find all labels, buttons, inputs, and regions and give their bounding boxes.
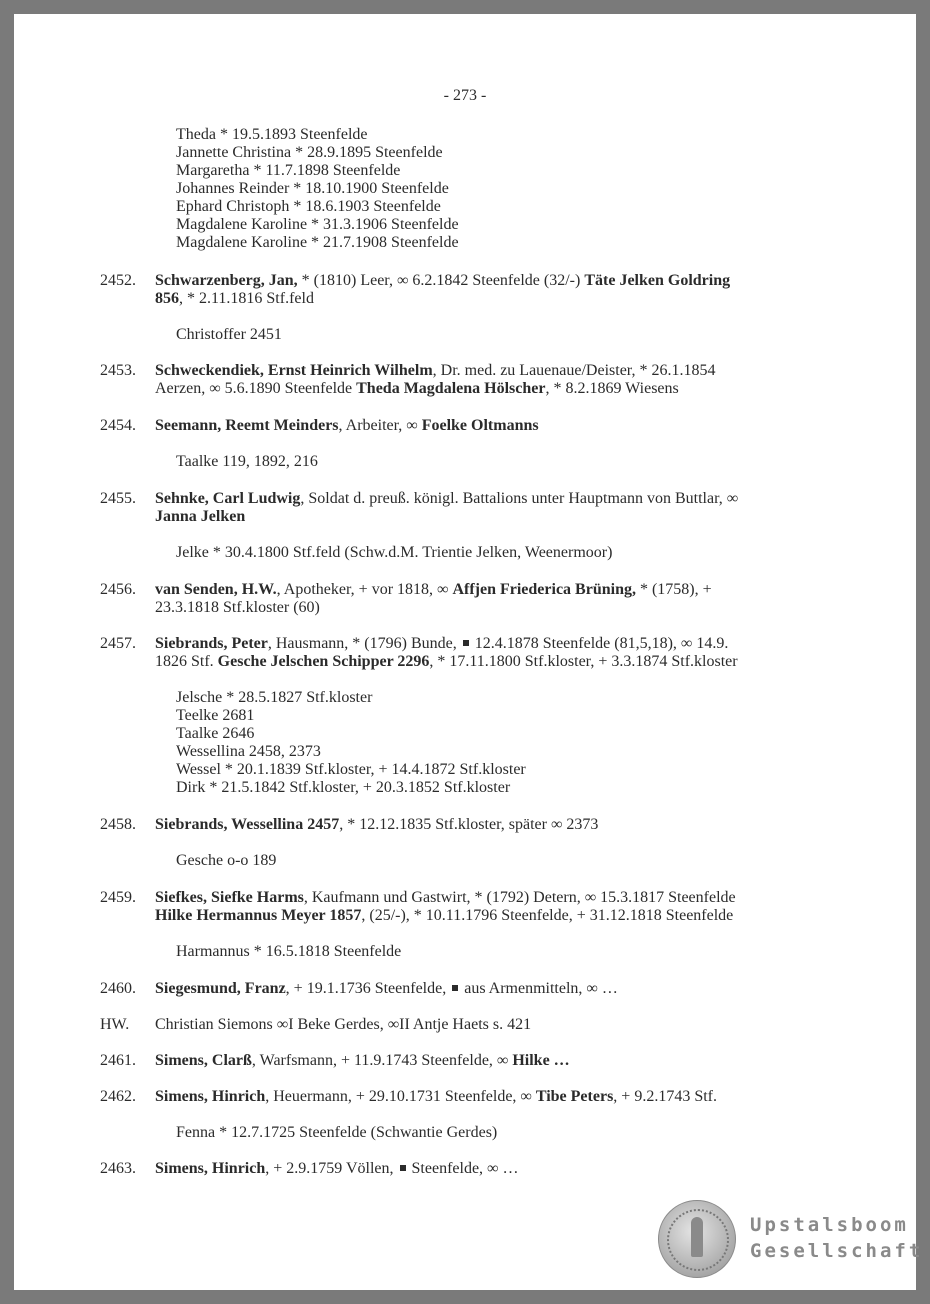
document-page bbox=[14, 14, 924, 1290]
entry-2462-line1: Simens, Hinrich, Heuermann, + 29.10.1731 Steenfelde, ∞ Tibe Peters, + 9.2.1743 Stf. bbox=[155, 1088, 717, 1105]
entry-number: 2461. bbox=[100, 1052, 136, 1069]
entry-2452-line2: 856, * 2.11.1816 Stf.feld bbox=[155, 290, 314, 307]
child-line: Magdalene Karoline * 31.3.1906 Steenfelde bbox=[176, 216, 459, 233]
person-name: van Senden, H.W. bbox=[155, 581, 277, 598]
person-name: Simens, Hinrich bbox=[155, 1088, 266, 1105]
person-name: Simens, Clarß bbox=[155, 1052, 252, 1069]
entry-2456-line1: van Senden, H.W., Apotheker, + vor 1818, ∞ Affjen Friederica Brüning, * (1758), + bbox=[155, 581, 712, 598]
person-name: Siebrands, Wessellina 2457 bbox=[155, 816, 340, 833]
spouse-name: Täte Jelken Goldring bbox=[584, 272, 731, 289]
child-line: Christoffer 2451 bbox=[176, 326, 282, 343]
spouse-name: Hilke Hermannus Meyer 1857 bbox=[155, 907, 362, 924]
hw-line: Christian Siemons ∞I Beke Gerdes, ∞II Antje Haets s. 421 bbox=[155, 1016, 532, 1033]
child-line: Jannette Christina * 28.9.1895 Steenfelde bbox=[176, 144, 443, 161]
child-line: Dirk * 21.5.1842 Stf.kloster, + 20.3.1852 Stf.kloster bbox=[176, 779, 511, 796]
entry-number: 2454. bbox=[100, 417, 136, 434]
person-name: Seemann, Reemt Meinders bbox=[155, 417, 339, 434]
entry-2463-line1: Simens, Hinrich, + 2.9.1759 Völlen, Steenfelde, ∞ … bbox=[155, 1160, 519, 1177]
entry-number: 2453. bbox=[100, 362, 136, 379]
person-name: Sehnke, Carl Ludwig bbox=[155, 490, 301, 507]
person-name: Siefkes, Siefke Harms bbox=[155, 889, 304, 906]
entry-number: 2455. bbox=[100, 490, 136, 507]
entry-2452-line1: Schwarzenberg, Jan, * (1810) Leer, ∞ 6.2.1842 Steenfelde (32/-) Täte Jelken Goldring bbox=[155, 272, 731, 289]
child-line: Harmannus * 16.5.1818 Steenfelde bbox=[176, 943, 402, 960]
child-line: Wessel * 20.1.1839 Stf.kloster, + 14.4.1872 Stf.kloster bbox=[176, 761, 526, 778]
entry-2459-line2: Hilke Hermannus Meyer 1857, (25/-), * 10.11.1796 Steenfelde, + 31.12.1818 Steenfelde bbox=[155, 907, 734, 924]
child-line: Fenna * 12.7.1725 Steenfelde (Schwantie Gerdes) bbox=[176, 1124, 498, 1141]
entry-number: 2458. bbox=[100, 816, 136, 833]
person-name: Simens, Hinrich bbox=[155, 1160, 266, 1177]
entry-number: 2460. bbox=[100, 980, 136, 997]
entry-2458-line1: Siebrands, Wessellina 2457, * 12.12.1835 Stf.kloster, später ∞ 2373 bbox=[155, 816, 599, 833]
spouse-name: Affjen Friederica Brüning, bbox=[452, 581, 636, 598]
spouse-name: Tibe Peters bbox=[535, 1088, 614, 1105]
child-line: Jelke * 30.4.1800 Stf.feld (Schw.d.M. Trientie Jelken, Weenermoor) bbox=[176, 544, 613, 561]
spouse-name: Foelke Oltmanns bbox=[421, 417, 539, 434]
child-line: Magdalene Karoline * 21.7.1908 Steenfelde bbox=[176, 234, 459, 251]
spouse-name: Hilke … bbox=[512, 1052, 570, 1069]
entry-number: 2462. bbox=[100, 1088, 136, 1105]
person-name: Schwarzenberg, Jan, bbox=[155, 272, 298, 289]
entry-2459-line1: Siefkes, Siefke Harms, Kaufmann und Gastwirt, * (1792) Detern, ∞ 15.3.1817 Steenfelde bbox=[155, 889, 736, 906]
spouse-name: Gesche Jelschen Schipper 2296 bbox=[217, 653, 430, 670]
entry-2460-line1: Siegesmund, Franz, + 19.1.1736 Steenfelde, aus Armenmitteln, ∞ … bbox=[155, 980, 618, 997]
entry-2453-line1: Schweckendiek, Ernst Heinrich Wilhelm, Dr. med. zu Lauenaue/Deister, * 26.1.1854 bbox=[155, 362, 716, 379]
entry-number: 2459. bbox=[100, 889, 136, 906]
entry-2457-line1: Siebrands, Peter, Hausmann, * (1796) Bunde, 12.4.1878 Steenfelde (81,5,18), ∞ 14.9. bbox=[155, 635, 729, 652]
logo-text-line1: Upstalsboom bbox=[750, 1214, 909, 1236]
child-line: Johannes Reinder * 18.10.1900 Steenfelde bbox=[176, 180, 449, 197]
burial-mark-icon bbox=[463, 640, 469, 646]
entry-2455-line1: Sehnke, Carl Ludwig, Soldat d. preuß. königl. Battalions unter Hauptmann von Buttlar, ∞ bbox=[155, 490, 739, 507]
spouse-name: Theda Magdalena Hölscher bbox=[356, 380, 546, 397]
burial-mark-icon bbox=[452, 985, 458, 991]
burial-mark-icon bbox=[400, 1165, 406, 1171]
child-line: Ephard Christoph * 18.6.1903 Steenfelde bbox=[176, 198, 441, 215]
person-name: Schweckendiek, Ernst Heinrich Wilhelm bbox=[155, 362, 433, 379]
entry-number: 2452. bbox=[100, 272, 136, 289]
entry-2457-line2: 1826 Stf. Gesche Jelschen Schipper 2296, * 17.11.1800 Stf.kloster, + 3.3.1874 Stf.kloster bbox=[155, 653, 738, 670]
entry-number: HW. bbox=[100, 1016, 130, 1033]
spouse-name: Janna Jelken bbox=[155, 508, 246, 525]
child-line: Gesche o-o 189 bbox=[176, 852, 277, 869]
child-line: Theda * 19.5.1893 Steenfelde bbox=[176, 126, 368, 143]
entry-number: 2463. bbox=[100, 1160, 136, 1177]
page-number: - 273 - bbox=[443, 87, 487, 104]
child-line: Margaretha * 11.7.1898 Steenfelde bbox=[176, 162, 401, 179]
child-line: Wessellina 2458, 2373 bbox=[176, 743, 321, 760]
entry-2454-line1: Seemann, Reemt Meinders, Arbeiter, ∞ Foelke Oltmanns bbox=[155, 417, 539, 434]
entry-2461-line1: Simens, Clarß, Warfsmann, + 11.9.1743 Steenfelde, ∞ Hilke … bbox=[155, 1052, 570, 1069]
child-line: Taalke 119, 1892, 216 bbox=[176, 453, 318, 470]
person-name: Siebrands, Peter bbox=[155, 635, 268, 652]
child-line: Taalke 2646 bbox=[176, 725, 255, 742]
entry-2455-line2 bbox=[155, 508, 245, 526]
entry-number: 2457. bbox=[100, 635, 136, 652]
seal-icon bbox=[658, 1200, 736, 1278]
society-logo bbox=[658, 1200, 924, 1276]
entry-2456-line2: 23.3.1818 Stf.kloster (60) bbox=[155, 599, 320, 616]
child-line: Jelsche * 28.5.1827 Stf.kloster bbox=[176, 689, 373, 706]
entry-number: 2456. bbox=[100, 581, 136, 598]
entry-2453-line2: Aerzen, ∞ 5.6.1890 Steenfelde Theda Magdalena Hölscher, * 8.2.1869 Wiesens bbox=[155, 380, 679, 397]
logo-text-line2: Gesellschaft bbox=[750, 1240, 924, 1262]
person-name: Siegesmund, Franz bbox=[155, 980, 286, 997]
child-line: Teelke 2681 bbox=[176, 707, 255, 724]
